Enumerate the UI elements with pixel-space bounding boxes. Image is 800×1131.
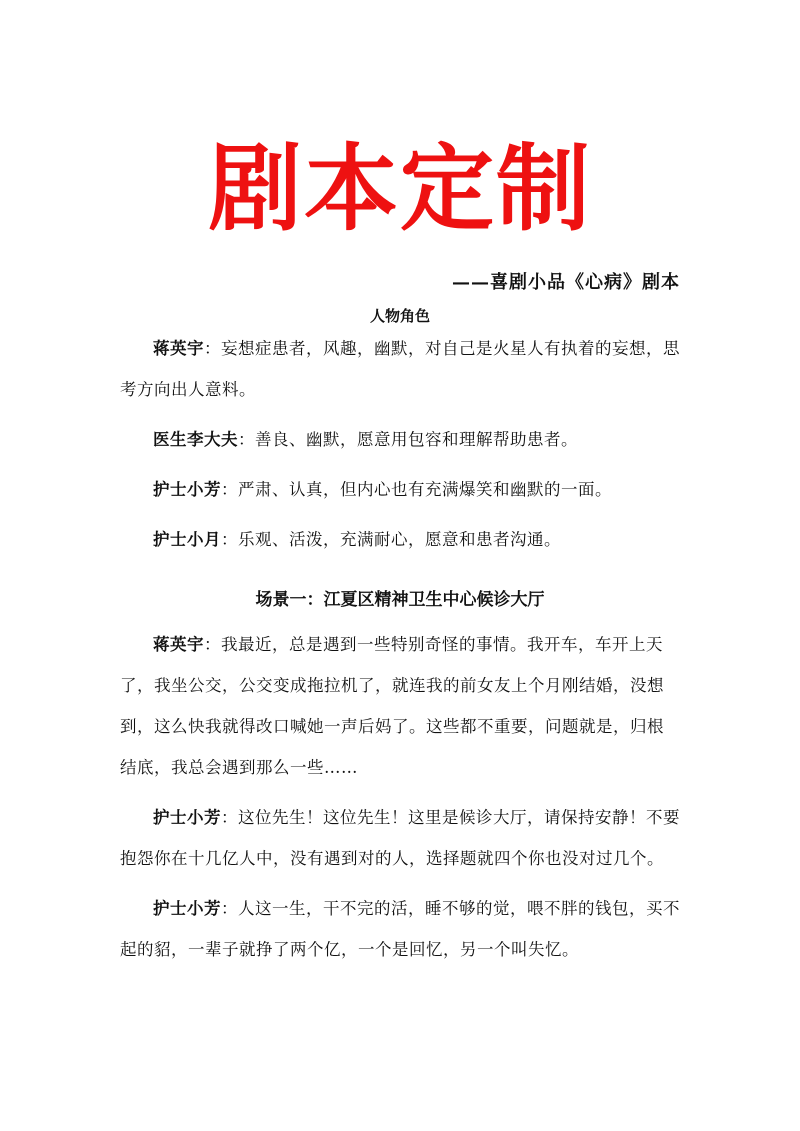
dialogue-line [120,624,680,788]
dialogue-line [120,797,680,879]
speaker-separator: ： [221,899,238,918]
script-subtitle: ——喜剧小品《心病》剧本 [452,272,680,293]
role-description: 妄想症患者，风趣，幽默，对自己是火星人有执着的妄想，思考方向出人意料。 [120,339,680,399]
banner-title: 剧本定制 [207,135,592,244]
speaker-name: 护士小芳 [153,808,221,827]
role-description: 善良、幽默，愿意用包容和理解帮助患者。 [255,430,578,449]
roles-list [120,328,680,560]
speaker-separator: ： [204,635,221,654]
dialogue-text: 这位先生！这位先生！这里是候诊大厅，请保持安静！不要抱怨你在十几亿人中，没有遇到对的人，选择题就四个你也没对过几个。 [120,808,680,868]
role-entry [120,419,680,460]
speaker-separator: ： [221,808,238,827]
role-entry [120,519,680,560]
role-name: 蒋英宇 [153,339,204,358]
speaker-name: 蒋英宇 [153,635,204,654]
scene-dialogue [120,624,680,970]
scene-title: 场景一：江夏区精神卫生中心候诊大厅 [255,590,545,610]
role-description: 严肃、认真，但内心也有充满爆笑和幽默的一面。 [238,480,612,499]
role-description: 乐观、活泼，充满耐心，愿意和患者沟通。 [238,530,561,549]
role-name: 护士小月 [153,530,221,549]
roles-heading: 人物角色 [369,307,430,325]
dialogue-text: 人这一生，干不完的活，睡不够的觉，喂不胖的钱包，买不起的貂，一辈子就挣了两个亿，一个是回忆，另一个叫失忆。 [120,899,680,959]
role-separator: ： [221,530,238,549]
role-separator: ： [238,430,255,449]
role-entry [120,328,680,410]
role-separator: ： [204,339,221,358]
role-name: 护士小芳 [153,480,221,499]
role-entry [120,469,680,510]
speaker-name: 护士小芳 [153,899,221,918]
dialogue-line [120,888,680,970]
dialogue-text: 我最近，总是遇到一些特别奇怪的事情。我开车，车开上天了，我坐公交，公交变成拖拉机了，就连我的前女友上个月刚结婚，没想到，这么快我就得改口喊她一声后妈了。这些都不重要，问题就是，归根结底，我总会遇到那么一些…… [120,635,664,777]
role-name: 医生李大夫 [153,430,238,449]
role-separator: ： [221,480,238,499]
